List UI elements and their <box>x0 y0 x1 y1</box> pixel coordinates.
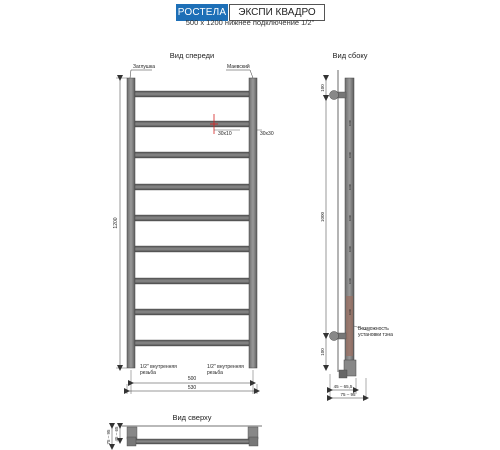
crossbar <box>135 278 249 284</box>
heater-note-2: установки тэна <box>358 332 393 338</box>
crossbar <box>135 184 249 190</box>
spacer-mark: 1000 <box>348 277 352 285</box>
depth-dim-2: 75 – 95 <box>340 392 356 397</box>
top-crossbar <box>132 439 253 444</box>
heater-zone <box>346 296 353 356</box>
bottom-bracket <box>338 333 346 339</box>
front-view-title: Вид спереди <box>169 51 215 60</box>
bottom-valve <box>339 370 347 378</box>
top-bracket-flange <box>330 91 339 100</box>
spacer-mark: 1000 <box>348 183 352 191</box>
left-riser <box>127 78 135 368</box>
spacer-mark: 1000 <box>348 214 352 222</box>
top-bracket <box>338 92 346 98</box>
profile-30x30: 30x30 <box>260 131 274 137</box>
thread-right-2: резьба <box>207 370 223 376</box>
crossbar <box>135 215 249 221</box>
height-dim: 1200 <box>113 217 119 229</box>
spacer-mark: 1000 <box>348 151 352 159</box>
thread-left-2: резьба <box>140 370 156 376</box>
crossbars <box>135 91 249 346</box>
model-label: ЭКСПИ КВАДРО <box>229 4 325 21</box>
crossbar <box>135 309 249 315</box>
mayevsky-label: Маевский <box>227 64 250 70</box>
crossbar <box>135 340 249 346</box>
crossbar <box>135 91 249 97</box>
crossbar <box>135 152 249 158</box>
side-view-title: Вид сбоку <box>332 51 368 60</box>
side-dim-top: 100 <box>320 84 325 92</box>
width-inner: 500 <box>187 376 197 382</box>
side-dim-middle: 1000 <box>320 211 325 223</box>
spacer-mark: 1000 <box>348 245 352 253</box>
plug-label: Заглушка <box>133 64 156 70</box>
profile-30x10: 30x10 <box>218 131 232 137</box>
heater-note-1: Возможность <box>358 326 389 332</box>
thread-right-1: 1/2" внутренняя <box>207 364 244 370</box>
thread-left-1: 1/2" внутренняя <box>140 364 177 370</box>
top-right-riser <box>249 437 258 446</box>
bottom-bracket-flange <box>330 332 339 341</box>
right-riser <box>249 78 257 368</box>
side-dim-bottom: 100 <box>320 348 325 356</box>
crossbar <box>135 121 249 127</box>
top-dim-b: 45 – 65 <box>114 426 119 442</box>
width-outer: 530 <box>187 385 197 391</box>
top-dim-a: 75 – 95 <box>106 429 111 445</box>
brand-label: РОСТЕЛА <box>176 4 228 21</box>
spacer-mark: 1000 <box>348 119 352 127</box>
top-left-riser <box>127 437 136 446</box>
subtitle: 500 x 1200 нижнее подключение 1/2" <box>185 18 315 27</box>
spacer-mark: 1000 <box>348 308 352 316</box>
depth-dim-1: 45 – 65,5 <box>333 384 353 389</box>
crossbar <box>135 246 249 252</box>
top-view-title: Вид сверху <box>172 413 212 422</box>
